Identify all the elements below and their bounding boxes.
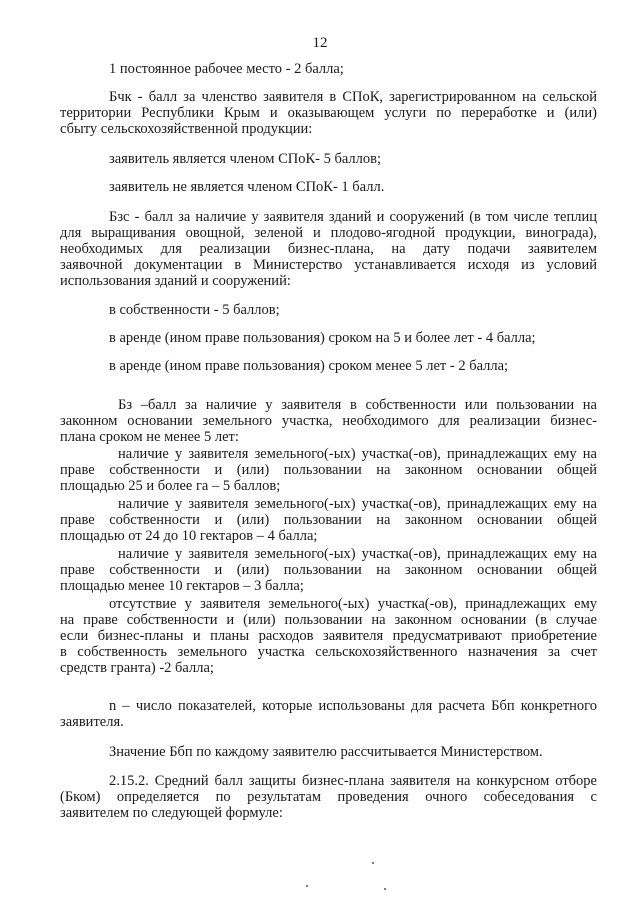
text-line: использования зданий и сооружений: [60, 273, 291, 289]
text-line: в аренде (ином праве пользования) сроком на 5 и более лет - 4 балла; [109, 330, 536, 346]
text-line: наличие у заявителя земельного(-ых) участка(-ов), принадлежащих ему на [118, 446, 597, 462]
text-line: праве собственности и (или) пользовании на законном основании общей [60, 462, 597, 478]
text-line: в аренде (ином праве пользования) сроком менее 5 лет - 2 балла; [109, 358, 509, 374]
text-line: отсутствие у заявителя земельного(-ых) участка(-ов), принадлежащих ему [109, 596, 597, 612]
text-line: заявитель является членом СПоК- 5 баллов; [109, 151, 382, 167]
text-line: наличие у заявителя земельного(-ых) участка(-ов), принадлежащих ему на [118, 496, 597, 512]
text-line: в собственности - 5 баллов; [109, 302, 280, 318]
text-line: для выращивания овощной, зеленой и плодово-ягодной продукции, винограда), [60, 225, 597, 241]
text-line: территории Республики Крым и оказывающем услуги по переработке и (или) [60, 105, 597, 121]
scan-speck [384, 888, 386, 890]
text-line: необходимых для реализации бизнес-плана, на дату подачи заявителем [60, 241, 597, 257]
text-line: средств гранта) -2 балла; [60, 660, 214, 676]
text-line: заявочной документации в Министерство устанавливается исходя из условий [60, 257, 597, 273]
text-line: наличие у заявителя земельного(-ых) участка(-ов), принадлежащих ему на [118, 546, 597, 562]
text-line: праве собственности и (или) пользовании на законном основании общей [60, 512, 597, 528]
text-line: плана сроком не менее 5 лет: [60, 429, 239, 445]
text-line: площадью 25 и более га – 5 баллов; [60, 478, 281, 494]
text-line: заявитель не является членом СПоК- 1 балл. [109, 179, 385, 195]
text-line: сбыту сельскохозяйственной продукции: [60, 121, 313, 137]
text-line: на праве собственности и (или) пользовании на законном основании (в случае [60, 612, 597, 628]
text-line: (Бком) определяется по результатам проведения очного собеседования с [60, 789, 597, 805]
text-line: Значение Ббп по каждому заявителю рассчитывается Министерством. [109, 744, 543, 760]
scan-speck [306, 885, 308, 887]
page-number: 12 [312, 35, 328, 51]
text-line: площадью от 24 до 10 гектаров – 4 балла; [60, 528, 318, 544]
text-line: n – число показателей, которые использованы для расчета Ббп конкретного [109, 698, 597, 714]
text-line: Бчк - балл за членство заявителя в СПоК, зарегистрированном на сельской [109, 89, 597, 105]
text-line: заявителем по следующей формуле: [60, 805, 283, 821]
text-line: праве собственности и (или) пользовании на законном основании общей [60, 562, 597, 578]
text-line: в собственность земельного участка сельскохозяйственного назначения за счет [60, 644, 597, 660]
text-line: 2.15.2. Средний балл защиты бизнес-плана заявителя на конкурсном отборе [109, 773, 597, 789]
text-line: законном основании земельного участка, необходимого для реализации бизнес- [60, 413, 597, 429]
text-line: площадью менее 10 гектаров – 3 балла; [60, 578, 304, 594]
text-line: заявителя. [60, 714, 124, 730]
text-line: если бизнес-планы и планы расходов заявителя предусматривают приобретение [60, 628, 597, 644]
text-line: 1 постоянное рабочее место - 2 балла; [109, 61, 344, 77]
scan-speck [372, 862, 374, 864]
text-line: Бзс - балл за наличие у заявителя зданий и сооружений (в том числе теплиц [109, 209, 597, 225]
text-line: Бз –балл за наличие у заявителя в собственности или пользовании на [118, 397, 597, 413]
